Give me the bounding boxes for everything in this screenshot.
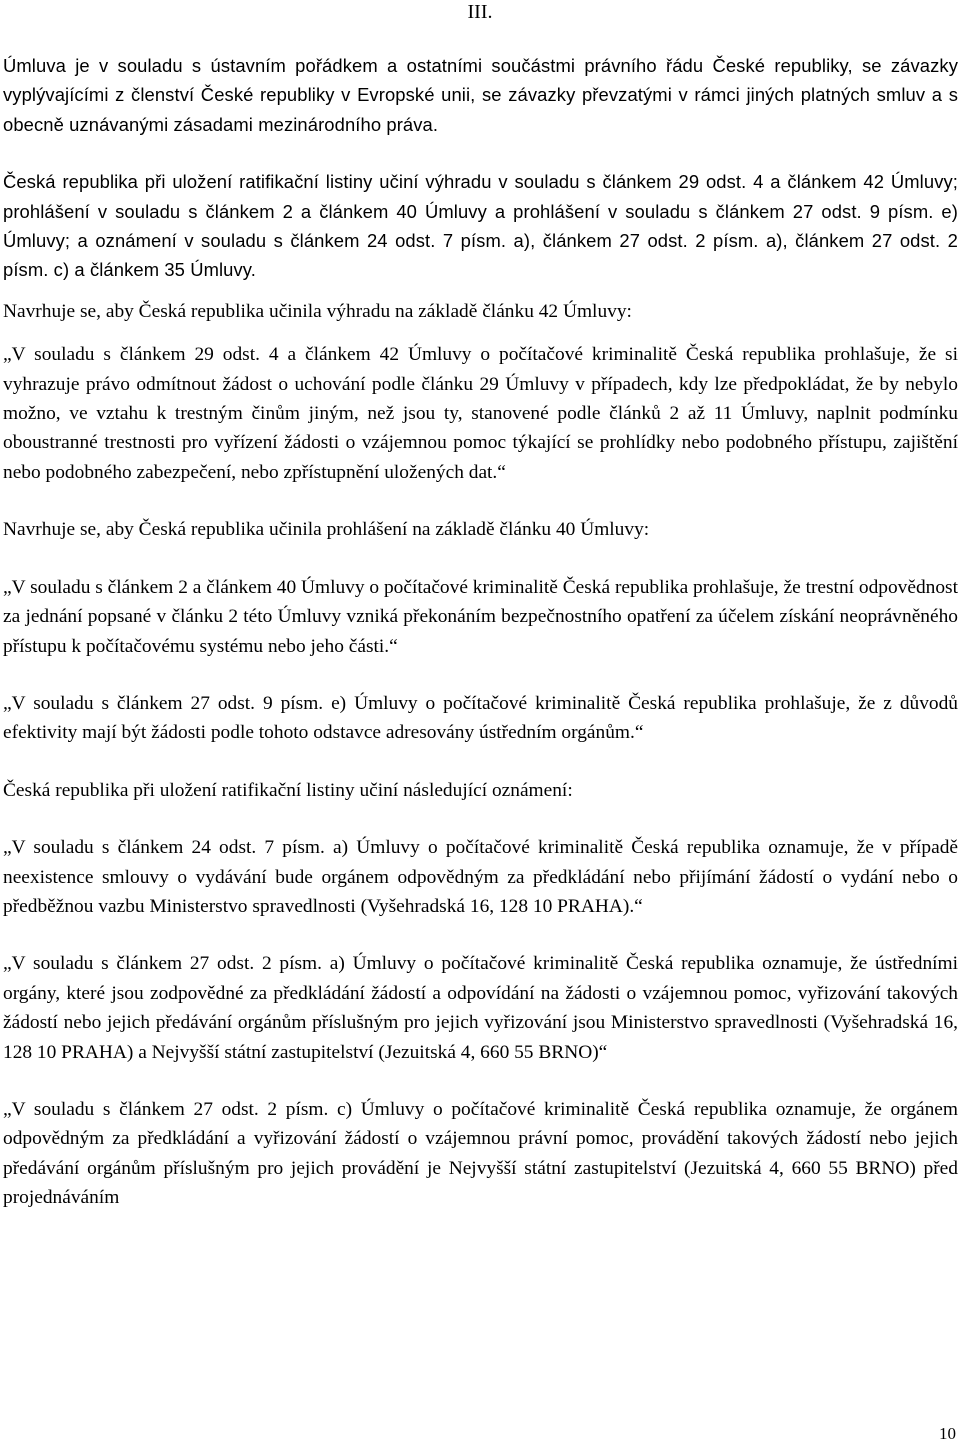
paragraph-declaration-article-27: „V souladu s článkem 27 odst. 9 písm. e) Úmluvy o počítačové kriminalitě Česká republika prohlašuje, že z důvodů efektivity mají být žádosti podle tohoto odstavce adresovány ústředním orgánům.“: [3, 692, 958, 744]
paragraph-constitutional-compliance: Úmluva je v souladu s ústavním pořádkem a ostatními součástmi právního řádu České republiky, se závazky vyplývajícími z členství České republiky v Evropské unii, se závazky převzatými v rámci jiných platných smluv a s obecně uznávanými zásadami mezinárodního práva.: [3, 55, 958, 135]
paragraph-declaration-article-2: „V souladu s článkem 2 a článkem 40 Úmluvy o počítačové kriminalitě Česká republika prohlašuje, že trestní odpovědnost za jednání popsané v článku 2 této Úmluvy vzniká překonáním bezpečnostního opatření za účelem získání neoprávněného přístupu k počítačovému systému nebo jeho části.“: [3, 576, 958, 657]
section-heading: III.: [467, 1, 493, 23]
paragraph-reservation-intro: Navrhuje se, aby Česká republika učinila výhradu na základě článku 42 Úmluvy:: [3, 300, 632, 322]
paragraph-notification-article-24: „V souladu s článkem 24 odst. 7 písm. a) Úmluvy o počítačové kriminalitě Česká republika oznamuje, že v případě neexistence smlouvy o vydávání bude orgánem odpovědným za předkládání nebo přijímání žádostí o vydání nebo o předběžnou vazbu Ministerstvo spravedlnosti (Vyšehradská 16, 128 10 PRAHA).“: [3, 837, 958, 917]
paragraph-notification-article-27-a: „V souladu s článkem 27 odst. 2 písm. a) Úmluvy o počítačové kriminalitě Česká republika oznamuje, že ústředními orgány, které jsou zodpovědné za předkládání žádostí a odpovídání na žádosti o vzájemnou pomoc, vyřizování takových žádostí nebo jejich předávání orgánům příslušným pro jejich vyřizování jsou Ministerstvo spravedlnosti (Vyšehradská 16, 128 10 PRAHA) a Nejvyšší státní zastupitelství (Jezuitská 4, 660 55 BRNO)“: [3, 953, 958, 1063]
paragraph-declaration-intro: Navrhuje se, aby Česká republika učinila prohlášení na základě článku 40 Úmluvy:: [3, 519, 650, 541]
paragraph-notification-article-27-c: „V souladu s článkem 27 odst. 2 písm. c) Úmluvy o počítačové kriminalitě Česká republika oznamuje, že orgánem odpovědným za předkládání a vyřizování žádostí o vzájemnou právní pomoc, provádění takových žádostí nebo jejich předávání orgánům příslušným pro jejich provádění je Nejvyšší státní zastupitelství (Jezuitská 4, 660 55 BRNO) před projednáváním: [3, 1098, 958, 1209]
page-number: 10: [939, 1424, 956, 1443]
paragraph-notification-intro: Česká republika při uložení ratifikační listiny učiní následující oznámení:: [3, 779, 573, 801]
paragraph-ratification-overview: Česká republika při uložení ratifikační listiny učiní výhradu v souladu s článkem 29 odst. 4 a článkem 42 Úmluvy; prohlášení v souladu s článkem 2 a článkem 40 Úmluvy a prohlášení v souladu s článkem 27 odst. 9 písm. e) Úmluvy; a oznámení v souladu s článkem 24 odst. 7 písm. a), článkem 27 odst. 2 písm. a), článkem 27 odst. 2 písm. c) a článkem 35 Úmluvy.: [3, 171, 958, 281]
document-body: [3, 51, 958, 1241]
paragraph-reservation-text: „V souladu s článkem 29 odst. 4 a článkem 42 Úmluvy o počítačové kriminalitě Česká republika prohlašuje, že si vyhrazuje právo odmítnout žádost o uchování podle článku 29 Úmluvy v případech, kdy lze předpokládat, že by nebylo možno, ve vztahu k trestným činům jiným, než jsou ty, stanovené podle článků 2 až 11 Úmluvy, naplnit podmínku oboustranné trestnosti pro vyřízení žádosti o vzájemnou pomoc týkající se prohlídky nebo podobného přístupu, zajištění nebo podobného zabezpečení, nebo zpřístupnění uložených dat.“: [3, 344, 958, 483]
